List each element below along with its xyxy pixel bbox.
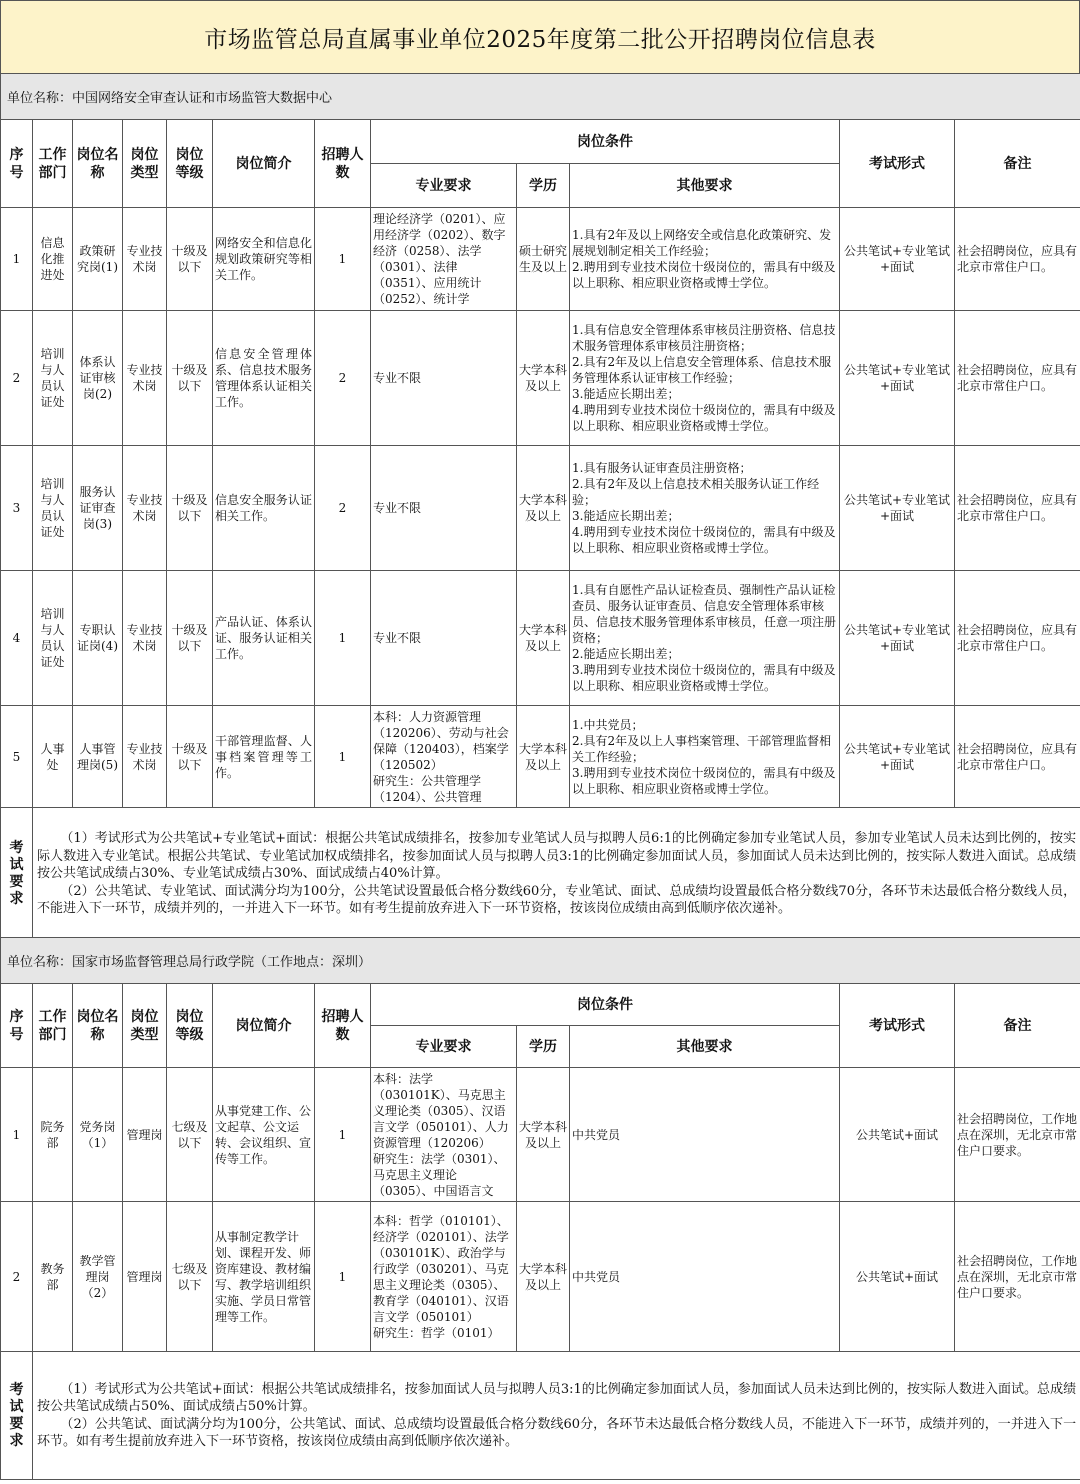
row-dept: 教务部 (33, 1202, 73, 1352)
row-remark: 社会招聘岗位，应具有北京市常住户口。 (955, 571, 1080, 706)
row-type: 管理岗 (123, 1068, 167, 1202)
row-type: 专业技术岗 (123, 311, 167, 446)
row-level: 十级及以下 (167, 706, 213, 808)
row-seq: 1 (1, 1068, 33, 1202)
row-level: 十级及以下 (167, 311, 213, 446)
row-intro: 干部管理监督、人事档案管理等工作。 (213, 706, 315, 808)
notes-text (33, 1352, 1080, 1480)
row-edu: 大学本科及以上 (517, 1202, 570, 1352)
row-intro: 网络安全和信息化规划政策研究等相关工作。 (213, 208, 315, 311)
header-type: 岗位类型 (123, 120, 167, 208)
row-intro: 信息安全管理体系、信息技术服务管理体系认证相关工作。 (213, 311, 315, 446)
header-level: 岗位等级 (167, 984, 213, 1068)
header-intro: 岗位简介 (213, 984, 315, 1068)
row-level: 十级及以下 (167, 208, 213, 311)
row-type: 专业技术岗 (123, 208, 167, 311)
row-remark: 社会招聘岗位，工作地点在深圳，无北京市常住户口要求。 (955, 1202, 1080, 1352)
row-exam: 公共笔试+专业笔试+面试 (840, 311, 955, 446)
row-level: 十级及以下 (167, 446, 213, 571)
row-exam: 公共笔试+专业笔试+面试 (840, 446, 955, 571)
row-major: 专业不限 (371, 446, 517, 571)
header-seq: 序号 (1, 120, 33, 208)
header-seq: 序号 (1, 984, 33, 1068)
header-major: 专业要求 (371, 164, 517, 208)
row-remark: 社会招聘岗位，工作地点在深圳，无北京市常住户口要求。 (955, 1068, 1080, 1202)
header-level: 岗位等级 (167, 120, 213, 208)
row-other: 1.具有2年及以上网络安全或信息化政策研究、发展规划制定相关工作经验； 2.聘用到专业技术岗位十级岗位的，需具有中级及以上职称、相应职业资格或博士学位。 (570, 208, 840, 311)
exam-notes-row (1, 1352, 1080, 1480)
row-edu: 大学本科及以上 (517, 311, 570, 446)
row-remark: 社会招聘岗位，应具有北京市常住户口。 (955, 208, 1080, 311)
row-level: 七级及以下 (167, 1068, 213, 1202)
section-1-table (0, 73, 1080, 941)
row-edu: 大学本科及以上 (517, 1068, 570, 1202)
row-count: 2 (315, 446, 371, 571)
header-post: 岗位名称 (73, 120, 123, 208)
row-count: 2 (315, 311, 371, 446)
note-paragraph: （2）公共笔试、面试满分均为100分，公共笔试、面试、总成绩均设置最低合格分数线60分，各环节未达最低合格分数线人员，不能进入下一环节，成绩并列的，一并进入下一环节。如有考生提前放弃进入下一环节资格，按该岗位成绩由高到低顺序依次递补。 (37, 1416, 1077, 1449)
row-count: 1 (315, 706, 371, 808)
row-count: 1 (315, 571, 371, 706)
unit-name: 单位名称：中国网络安全审查认证和市场监管大数据中心 (1, 74, 1080, 120)
header-remark: 备注 (955, 984, 1080, 1068)
notes-label: 考试要求 (1, 808, 33, 941)
row-level: 七级及以下 (167, 1202, 213, 1352)
header-intro: 岗位简介 (213, 120, 315, 208)
header-type: 岗位类型 (123, 984, 167, 1068)
row-edu: 大学本科及以上 (517, 706, 570, 808)
row-seq: 5 (1, 706, 33, 808)
row-seq: 2 (1, 311, 33, 446)
header-post: 岗位名称 (73, 984, 123, 1068)
row-type: 专业技术岗 (123, 706, 167, 808)
row-major: 本科：人力资源管理（120206）、劳动与社会保障（120403），档案学（120502） 研究生：公共管理学（1204）、公共管理 (371, 706, 517, 808)
header-other: 其他要求 (570, 164, 840, 208)
row-count: 1 (315, 1202, 371, 1352)
row-major: 本科：法学（030101K）、马克思主义理论类（0305）、汉语言文学（050101）、人力资源管理（120206） 研究生：法学（0301）、马克思主义理论（0305）、中国语言文 (371, 1068, 517, 1202)
notes-text (33, 808, 1080, 941)
header-count: 招聘人数 (315, 120, 371, 208)
row-level: 十级及以下 (167, 571, 213, 706)
table-row (1, 571, 1080, 706)
row-count: 1 (315, 208, 371, 311)
header-major: 专业要求 (371, 1026, 517, 1068)
row-post: 教学管理岗（2） (73, 1202, 123, 1352)
row-seq: 3 (1, 446, 33, 571)
row-dept: 培训与人员认证处 (33, 571, 73, 706)
row-intro: 信息安全服务认证相关工作。 (213, 446, 315, 571)
row-other: 1.具有自愿性产品认证检查员、强制性产品认证检查员、服务认证审查员、信息安全管理体系审核员、信息技术服务管理体系审核员，任意一项注册资格； 2.能适应长期出差； 3.聘用到专业技术岗位十级岗位的，需具有中级及以上职称、相应职业资格或博士学位。 (570, 571, 840, 706)
row-exam: 公共笔试+专业笔试+面试 (840, 571, 955, 706)
row-type: 专业技术岗 (123, 446, 167, 571)
header-dept: 工作部门 (33, 120, 73, 208)
row-dept: 人事处 (33, 706, 73, 808)
row-remark: 社会招聘岗位，应具有北京市常住户口。 (955, 706, 1080, 808)
row-other: 1.具有信息安全管理体系审核员注册资格、信息技术服务管理体系审核员注册资格； 2.具有2年及以上信息安全管理体系、信息技术服务管理体系认证审核工作经验； 3.能适应长期出差； 4.聘用到专业技术岗位十级岗位的，需具有中级及以上职称、相应职业资格或博士学位。 (570, 311, 840, 446)
row-exam: 公共笔试+专业笔试+面试 (840, 706, 955, 808)
note-paragraph: （1）考试形式为公共笔试+面试：根据公共笔试成绩排名，按参加面试人员与拟聘人员3:1的比例确定参加面试人员，参加面试人员未达到比例的，按实际人数进入面试。总成绩按公共笔试成绩占50%、面试成绩占50%计算。 (37, 1381, 1077, 1414)
header-remark: 备注 (955, 120, 1080, 208)
header-edu: 学历 (517, 1026, 570, 1068)
row-post: 专职认证岗(4) (73, 571, 123, 706)
header-conditions: 岗位条件 (371, 984, 840, 1026)
row-type: 管理岗 (123, 1202, 167, 1352)
section-2-table (0, 937, 1080, 1480)
note-paragraph: （1）考试形式为公共笔试+专业笔试+面试：根据公共笔试成绩排名，按参加专业笔试人员与拟聘人员6:1的比例确定参加专业笔试人员，参加专业笔试人员未达到比例的，按实际人数进入专业笔试。根据公共笔试、专业笔试加权成绩排名，按参加面试人员与拟聘人员3:1的比例确定参加面试人员，参加面试人员未达到比例的，按实际人数进入面试。总成绩按公共笔试成绩占30%、专业笔试成绩占30%、面试成绩占40%计算。 (37, 831, 1077, 882)
row-exam: 公共笔试+面试 (840, 1068, 955, 1202)
header-edu: 学历 (517, 164, 570, 208)
row-intro: 从事制定教学计划、课程开发、师资库建设、教材编写、教学培训组织实施、学员日常管理等工作。 (213, 1202, 315, 1352)
row-dept: 培训与人员认证处 (33, 311, 73, 446)
header-count: 招聘人数 (315, 984, 371, 1068)
row-remark: 社会招聘岗位，应具有北京市常住户口。 (955, 446, 1080, 571)
row-post: 党务岗（1） (73, 1068, 123, 1202)
notes-label: 考试要求 (1, 1352, 33, 1480)
document-title: 市场监管总局直属事业单位2025年度第二批公开招聘岗位信息表 (0, 0, 1080, 74)
row-post: 服务认证审查岗(3) (73, 446, 123, 571)
row-remark: 社会招聘岗位，应具有北京市常住户口。 (955, 311, 1080, 446)
row-intro: 产品认证、体系认证、服务认证相关工作。 (213, 571, 315, 706)
row-post: 人事管理岗(5) (73, 706, 123, 808)
row-major: 本科：哲学（010101）、经济学（020101）、法学（030101K）、政治学与行政学（030201）、马克思主义理论类（0305）、教育学（040101）、汉语言文学（050101） 研究生：哲学（0101） (371, 1202, 517, 1352)
table-row (1, 706, 1080, 808)
unit-name: 单位名称：国家市场监督管理总局行政学院（工作地点：深圳） (1, 938, 1080, 984)
row-other: 中共党员 (570, 1202, 840, 1352)
row-seq: 2 (1, 1202, 33, 1352)
table-row (1, 311, 1080, 446)
header-dept: 工作部门 (33, 984, 73, 1068)
row-seq: 1 (1, 208, 33, 311)
row-dept: 信息化推进处 (33, 208, 73, 311)
row-dept: 院务部 (33, 1068, 73, 1202)
table-row (1, 208, 1080, 311)
table-row (1, 446, 1080, 571)
header-other: 其他要求 (570, 1026, 840, 1068)
row-other: 1.具有服务认证审查员注册资格； 2.具有2年及以上信息技术相关服务认证工作经验； 3.能适应长期出差； 4.聘用到专业技术岗位十级岗位的，需具有中级及以上职称、相应职业资格或博士学位。 (570, 446, 840, 571)
row-post: 政策研究岗(1) (73, 208, 123, 311)
row-exam: 公共笔试+面试 (840, 1202, 955, 1352)
row-major: 专业不限 (371, 571, 517, 706)
row-count: 1 (315, 1068, 371, 1202)
row-dept: 培训与人员认证处 (33, 446, 73, 571)
header-exam: 考试形式 (840, 984, 955, 1068)
table-row (1, 1202, 1080, 1352)
note-paragraph: （2）公共笔试、专业笔试、面试满分均为100分，公共笔试设置最低合格分数线60分，专业笔试、面试、总成绩均设置最低合格分数线70分，各环节未达最低合格分数线人员，不能进入下一环节，成绩并列的，一并进入下一环节。如有考生提前放弃进入下一环节资格，按该岗位成绩由高到低顺序依次递补。 (37, 883, 1077, 917)
row-other: 1.中共党员； 2.具有2年及以上人事档案管理、干部管理监督相关工作经验； 3.聘用到专业技术岗位十级岗位的，需具有中级及以上职称、相应职业资格或博士学位。 (570, 706, 840, 808)
row-exam: 公共笔试+专业笔试+面试 (840, 208, 955, 311)
row-other: 中共党员 (570, 1068, 840, 1202)
row-post: 体系认证审核岗(2) (73, 311, 123, 446)
row-seq: 4 (1, 571, 33, 706)
row-edu: 硕士研究生及以上 (517, 208, 570, 311)
row-edu: 大学本科及以上 (517, 446, 570, 571)
row-intro: 从事党建工作、公文起草、公文运转、会议组织、宣传等工作。 (213, 1068, 315, 1202)
header-conditions: 岗位条件 (371, 120, 840, 164)
table-row (1, 1068, 1080, 1202)
row-edu: 大学本科及以上 (517, 571, 570, 706)
exam-notes-row (1, 808, 1080, 941)
header-exam: 考试形式 (840, 120, 955, 208)
row-major: 专业不限 (371, 311, 517, 446)
row-type: 专业技术岗 (123, 571, 167, 706)
row-major: 理论经济学（0201）、应用经济学（0202）、数字经济（0258）、法学（0301）、法律（0351）、应用统计（0252）、统计学 (371, 208, 517, 311)
